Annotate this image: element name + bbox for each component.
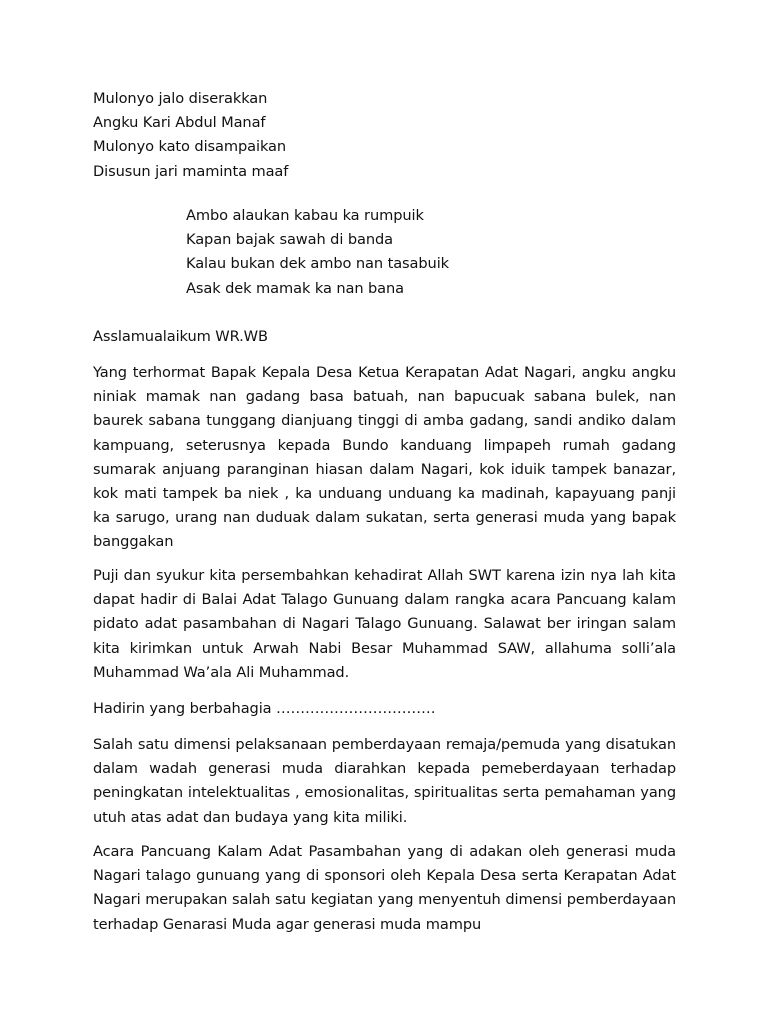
pantun-line: Mulonyo jalo diserakkan — [93, 90, 268, 107]
pantun-line: Disusun jari maminta maaf — [93, 162, 289, 180]
pantun-line: Angku Kari Abdul Manaf — [93, 114, 266, 132]
gratitude-paragraph: Puji dan syukur kita persembahkan kehadirat Allah SWT karena izin nya lah kita dapat hadir di Balai Adat Talago Gunuang dalam rangka acara Pancuang kalam pidato adat pasambahan di Nagari Talago Gunuang. Salawat ber iringan salam kita kirimkan untuk Arwah Nabi Besar Muhammad SAW, allahuma solli’ala Muhammad Wa’ala Ali Muhammad. — [93, 567, 676, 681]
pantun-line: Mulonyo kato disampaikan — [93, 138, 287, 156]
opening-pantun-stanza — [93, 87, 288, 184]
pantun-line: Kalau bukan dek ambo nan tasabuik — [186, 255, 450, 273]
greeting-line: Asslamualaikum WR.WB — [93, 328, 268, 345]
indented-pantun-stanza — [186, 204, 449, 301]
pantun-line: Kapan bajak sawah di banda — [186, 231, 393, 249]
event-description-paragraph: Acara Pancuang Kalam Adat Pasambahan yang di adakan oleh generasi muda Nagari talago gunuang yang di sponsori oleh Kepala Desa serta Kerapatan Adat Nagari merupakan salah satu kegiatan yang menyentuh dimensi pemberdayaan terhadap Genarasi Muda agar generasi muda mampu — [93, 843, 676, 933]
empowerment-paragraph: Salah satu dimensi pelaksanaan pemberdayaan remaja/pemuda yang disatukan dalam wadah generasi muda diarahkan kepada pemeberdayaan terhadap peningkatan intelektualitas , emosionalitas, spiritualitas serta pemahaman yang utuh atas adat dan budaya yang kita miliki. — [93, 736, 676, 826]
pantun-line: Asak dek mamak ka nan bana — [186, 279, 405, 297]
audience-address-line: Hadirin yang berbahagia …………………………… — [93, 700, 436, 717]
salutation-paragraph: Yang terhormat Bapak Kepala Desa Ketua Kerapatan Adat Nagari, angku angku niniak mamak nan gadang basa batuah, nan bapucuak sabana bulek, nan baurek sabana tunggang dianjuang tinggi di amba gadang, sandi andiko dalam kampuang, seterusnya kepada Bundo kanduang limpapeh rumah gadang sumarak anjuang paranginan hiasan dalam Nagari, kok iduik tampek banazar, kok mati tampek ba niek , ka unduang unduang ka madinah, kapayuang panji ka sarugo, urang nan duduak dalam sukatan, serta generasi muda yang bapak banggakan — [93, 364, 676, 551]
pantun-line: Ambo alaukan kabau ka rumpuik — [186, 207, 424, 224]
